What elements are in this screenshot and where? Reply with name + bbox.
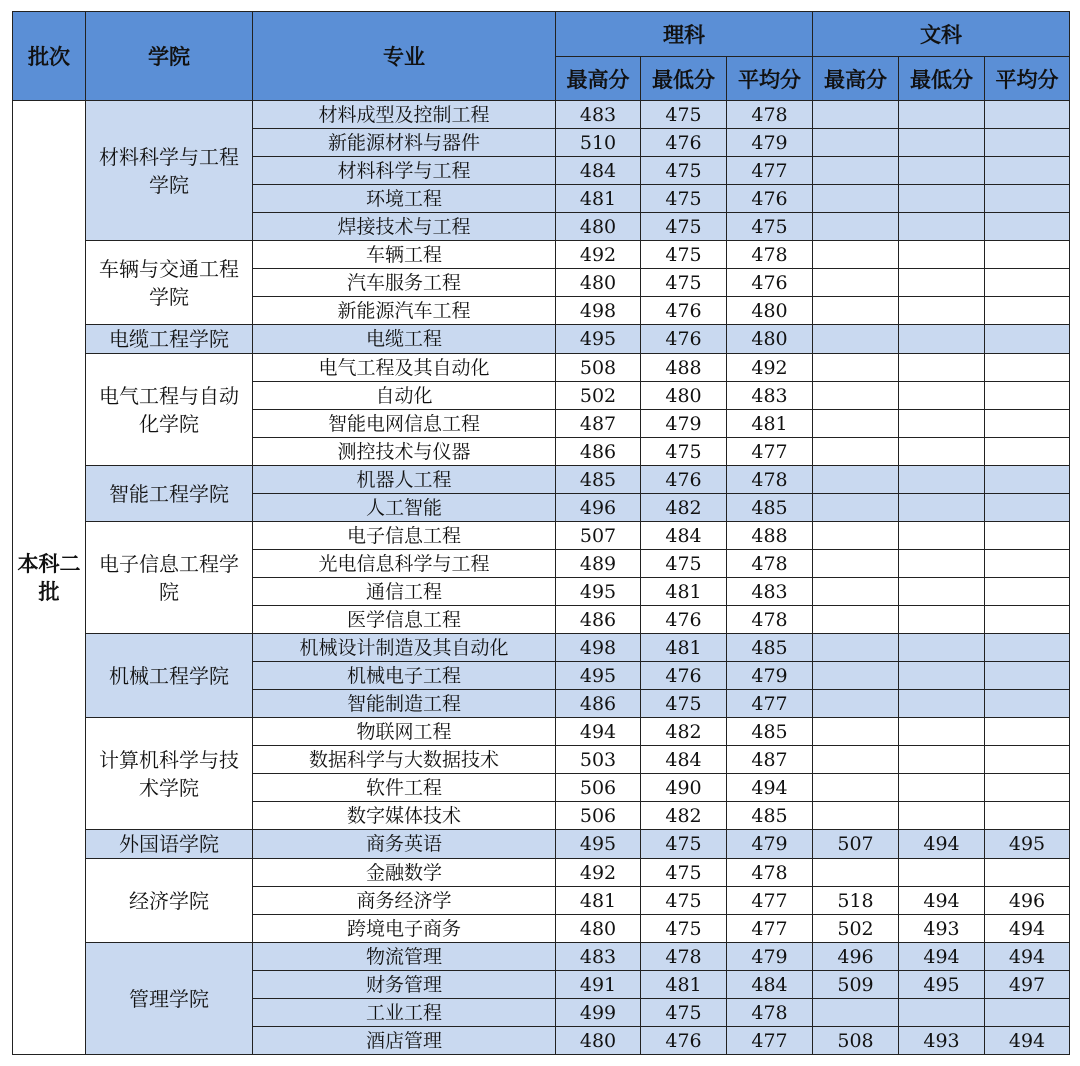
science-min-cell: 475 — [641, 185, 727, 213]
arts-min-cell: 495 — [899, 971, 985, 999]
table-row — [13, 830, 1070, 859]
arts-min-cell — [899, 690, 985, 718]
major-cell: 智能电网信息工程 — [253, 410, 556, 438]
arts-max-cell — [813, 213, 899, 241]
major-cell: 机器人工程 — [253, 466, 556, 494]
table-row — [13, 634, 1070, 662]
arts-avg-cell: 496 — [985, 887, 1070, 915]
batch-cell: 本科二批 — [13, 101, 86, 1055]
arts-min-cell — [899, 410, 985, 438]
arts-avg-cell: 494 — [985, 943, 1070, 971]
arts-min-cell — [899, 157, 985, 185]
major-cell: 焊接技术与工程 — [253, 213, 556, 241]
major-cell: 汽车服务工程 — [253, 269, 556, 297]
science-max-cell: 503 — [556, 746, 641, 774]
science-avg-cell: 475 — [727, 213, 813, 241]
science-avg-cell: 483 — [727, 578, 813, 606]
science-avg-cell: 478 — [727, 101, 813, 129]
major-cell: 商务经济学 — [253, 887, 556, 915]
arts-min-cell — [899, 241, 985, 269]
table-body — [13, 101, 1070, 1055]
major-cell: 金融数学 — [253, 859, 556, 887]
header-batch: 批次 — [13, 12, 86, 101]
arts-max-cell — [813, 297, 899, 325]
arts-min-cell: 494 — [899, 943, 985, 971]
arts-avg-cell — [985, 606, 1070, 634]
major-cell: 人工智能 — [253, 494, 556, 522]
science-max-cell: 499 — [556, 999, 641, 1027]
science-avg-cell: 479 — [727, 943, 813, 971]
science-min-cell: 475 — [641, 241, 727, 269]
arts-avg-cell: 495 — [985, 830, 1070, 859]
science-min-cell: 481 — [641, 578, 727, 606]
major-cell: 新能源材料与器件 — [253, 129, 556, 157]
science-avg-cell: 478 — [727, 999, 813, 1027]
arts-max-cell: 508 — [813, 1027, 899, 1055]
science-min-cell: 475 — [641, 999, 727, 1027]
arts-max-cell — [813, 802, 899, 830]
major-cell: 财务管理 — [253, 971, 556, 999]
science-min-cell: 490 — [641, 774, 727, 802]
arts-avg-cell — [985, 859, 1070, 887]
science-min-cell: 476 — [641, 606, 727, 634]
arts-avg-cell — [985, 718, 1070, 746]
arts-avg-cell — [985, 634, 1070, 662]
science-min-cell: 475 — [641, 157, 727, 185]
arts-max-cell — [813, 662, 899, 690]
header-science-min: 最低分 — [641, 57, 727, 101]
table-row — [13, 859, 1070, 887]
header-college: 学院 — [86, 12, 253, 101]
science-max-cell: 483 — [556, 101, 641, 129]
arts-max-cell — [813, 606, 899, 634]
science-avg-cell: 492 — [727, 354, 813, 382]
arts-max-cell — [813, 859, 899, 887]
major-cell: 自动化 — [253, 382, 556, 410]
arts-min-cell: 494 — [899, 830, 985, 859]
arts-min-cell — [899, 382, 985, 410]
science-min-cell: 488 — [641, 354, 727, 382]
arts-max-cell — [813, 269, 899, 297]
science-avg-cell: 485 — [727, 802, 813, 830]
score-table-container — [12, 11, 1070, 1055]
science-min-cell: 476 — [641, 1027, 727, 1055]
arts-max-cell — [813, 999, 899, 1027]
science-max-cell: 506 — [556, 802, 641, 830]
college-cell: 机械工程学院 — [86, 634, 253, 718]
science-min-cell: 476 — [641, 466, 727, 494]
science-min-cell: 481 — [641, 971, 727, 999]
arts-max-cell — [813, 241, 899, 269]
science-max-cell: 506 — [556, 774, 641, 802]
arts-avg-cell — [985, 213, 1070, 241]
major-cell: 机械电子工程 — [253, 662, 556, 690]
science-avg-cell: 487 — [727, 746, 813, 774]
science-max-cell: 486 — [556, 606, 641, 634]
science-max-cell: 496 — [556, 494, 641, 522]
science-min-cell: 476 — [641, 662, 727, 690]
arts-max-cell — [813, 438, 899, 466]
arts-avg-cell — [985, 185, 1070, 213]
science-avg-cell: 485 — [727, 634, 813, 662]
arts-avg-cell — [985, 690, 1070, 718]
science-max-cell: 481 — [556, 887, 641, 915]
science-avg-cell: 478 — [727, 466, 813, 494]
arts-max-cell — [813, 325, 899, 354]
science-max-cell: 491 — [556, 971, 641, 999]
arts-max-cell — [813, 185, 899, 213]
science-max-cell: 485 — [556, 466, 641, 494]
arts-avg-cell — [985, 522, 1070, 550]
arts-min-cell — [899, 550, 985, 578]
science-max-cell: 487 — [556, 410, 641, 438]
arts-min-cell: 494 — [899, 887, 985, 915]
arts-max-cell — [813, 578, 899, 606]
science-min-cell: 475 — [641, 269, 727, 297]
arts-min-cell — [899, 774, 985, 802]
arts-min-cell: 493 — [899, 915, 985, 943]
science-max-cell: 481 — [556, 185, 641, 213]
header-arts-min: 最低分 — [899, 57, 985, 101]
arts-avg-cell — [985, 746, 1070, 774]
major-cell: 商务英语 — [253, 830, 556, 859]
science-avg-cell: 494 — [727, 774, 813, 802]
arts-avg-cell — [985, 494, 1070, 522]
arts-min-cell: 493 — [899, 1027, 985, 1055]
major-cell: 通信工程 — [253, 578, 556, 606]
arts-avg-cell — [985, 269, 1070, 297]
science-min-cell: 475 — [641, 830, 727, 859]
arts-min-cell — [899, 213, 985, 241]
arts-min-cell — [899, 129, 985, 157]
arts-max-cell — [813, 494, 899, 522]
arts-max-cell — [813, 718, 899, 746]
header-arts-avg: 平均分 — [985, 57, 1070, 101]
science-max-cell: 502 — [556, 382, 641, 410]
science-avg-cell: 478 — [727, 606, 813, 634]
arts-min-cell — [899, 354, 985, 382]
science-min-cell: 484 — [641, 522, 727, 550]
science-max-cell: 486 — [556, 438, 641, 466]
arts-min-cell — [899, 269, 985, 297]
science-max-cell: 495 — [556, 325, 641, 354]
table-row — [13, 241, 1070, 269]
arts-max-cell: 502 — [813, 915, 899, 943]
arts-avg-cell — [985, 382, 1070, 410]
major-cell: 新能源汽车工程 — [253, 297, 556, 325]
arts-max-cell — [813, 354, 899, 382]
arts-max-cell — [813, 746, 899, 774]
table-row — [13, 354, 1070, 382]
science-avg-cell: 477 — [727, 690, 813, 718]
science-avg-cell: 477 — [727, 1027, 813, 1055]
arts-avg-cell — [985, 129, 1070, 157]
table-row — [13, 943, 1070, 971]
major-cell: 电气工程及其自动化 — [253, 354, 556, 382]
science-max-cell: 508 — [556, 354, 641, 382]
major-cell: 医学信息工程 — [253, 606, 556, 634]
arts-avg-cell — [985, 802, 1070, 830]
table-row — [13, 466, 1070, 494]
arts-min-cell — [899, 999, 985, 1027]
college-cell: 电缆工程学院 — [86, 325, 253, 354]
arts-avg-cell — [985, 157, 1070, 185]
arts-max-cell — [813, 634, 899, 662]
college-cell: 电子信息工程学院 — [86, 522, 253, 634]
arts-min-cell — [899, 325, 985, 354]
arts-min-cell — [899, 662, 985, 690]
header-major: 专业 — [253, 12, 556, 101]
science-avg-cell: 479 — [727, 662, 813, 690]
major-cell: 材料科学与工程 — [253, 157, 556, 185]
major-cell: 跨境电子商务 — [253, 915, 556, 943]
header-row-1 — [13, 12, 1070, 57]
major-cell: 材料成型及控制工程 — [253, 101, 556, 129]
header-science-avg: 平均分 — [727, 57, 813, 101]
college-cell: 智能工程学院 — [86, 466, 253, 522]
science-max-cell: 492 — [556, 241, 641, 269]
arts-max-cell — [813, 101, 899, 129]
arts-avg-cell — [985, 466, 1070, 494]
arts-avg-cell — [985, 662, 1070, 690]
science-min-cell: 484 — [641, 746, 727, 774]
major-cell: 数据科学与大数据技术 — [253, 746, 556, 774]
major-cell: 测控技术与仪器 — [253, 438, 556, 466]
science-max-cell: 492 — [556, 859, 641, 887]
header-science: 理科 — [556, 12, 813, 57]
arts-max-cell: 496 — [813, 943, 899, 971]
science-avg-cell: 488 — [727, 522, 813, 550]
arts-max-cell — [813, 382, 899, 410]
arts-avg-cell — [985, 354, 1070, 382]
arts-avg-cell — [985, 774, 1070, 802]
science-avg-cell: 480 — [727, 297, 813, 325]
science-max-cell: 484 — [556, 157, 641, 185]
arts-min-cell — [899, 634, 985, 662]
arts-min-cell — [899, 606, 985, 634]
arts-max-cell — [813, 129, 899, 157]
arts-max-cell — [813, 690, 899, 718]
science-min-cell: 475 — [641, 887, 727, 915]
major-cell: 环境工程 — [253, 185, 556, 213]
arts-min-cell — [899, 718, 985, 746]
science-min-cell: 476 — [641, 325, 727, 354]
arts-avg-cell — [985, 550, 1070, 578]
major-cell: 机械设计制造及其自动化 — [253, 634, 556, 662]
science-max-cell: 495 — [556, 830, 641, 859]
arts-max-cell — [813, 550, 899, 578]
science-avg-cell: 478 — [727, 550, 813, 578]
science-max-cell: 480 — [556, 269, 641, 297]
science-min-cell: 475 — [641, 550, 727, 578]
science-avg-cell: 485 — [727, 494, 813, 522]
arts-avg-cell — [985, 578, 1070, 606]
arts-max-cell — [813, 466, 899, 494]
arts-avg-cell: 497 — [985, 971, 1070, 999]
major-cell: 物联网工程 — [253, 718, 556, 746]
college-cell: 电气工程与自动化学院 — [86, 354, 253, 466]
science-max-cell: 486 — [556, 690, 641, 718]
major-cell: 电缆工程 — [253, 325, 556, 354]
science-min-cell: 478 — [641, 943, 727, 971]
arts-avg-cell — [985, 410, 1070, 438]
science-min-cell: 480 — [641, 382, 727, 410]
major-cell: 工业工程 — [253, 999, 556, 1027]
arts-min-cell — [899, 859, 985, 887]
arts-min-cell — [899, 101, 985, 129]
arts-avg-cell — [985, 297, 1070, 325]
science-avg-cell: 484 — [727, 971, 813, 999]
science-avg-cell: 485 — [727, 718, 813, 746]
arts-min-cell — [899, 802, 985, 830]
table-row — [13, 101, 1070, 129]
arts-min-cell — [899, 578, 985, 606]
science-max-cell: 480 — [556, 213, 641, 241]
arts-min-cell — [899, 297, 985, 325]
science-min-cell: 481 — [641, 634, 727, 662]
science-max-cell: 498 — [556, 297, 641, 325]
arts-max-cell — [813, 157, 899, 185]
science-avg-cell: 480 — [727, 325, 813, 354]
arts-avg-cell — [985, 438, 1070, 466]
table-row — [13, 718, 1070, 746]
major-cell: 软件工程 — [253, 774, 556, 802]
arts-avg-cell: 494 — [985, 1027, 1070, 1055]
science-max-cell: 480 — [556, 1027, 641, 1055]
major-cell: 智能制造工程 — [253, 690, 556, 718]
arts-max-cell: 507 — [813, 830, 899, 859]
arts-min-cell — [899, 746, 985, 774]
science-min-cell: 475 — [641, 859, 727, 887]
science-max-cell: 507 — [556, 522, 641, 550]
science-avg-cell: 477 — [727, 438, 813, 466]
college-cell: 经济学院 — [86, 859, 253, 943]
major-cell: 车辆工程 — [253, 241, 556, 269]
science-min-cell: 476 — [641, 297, 727, 325]
science-max-cell: 483 — [556, 943, 641, 971]
science-avg-cell: 483 — [727, 382, 813, 410]
science-max-cell: 510 — [556, 129, 641, 157]
science-min-cell: 482 — [641, 494, 727, 522]
science-max-cell: 494 — [556, 718, 641, 746]
arts-avg-cell — [985, 999, 1070, 1027]
table-row — [13, 325, 1070, 354]
college-cell: 车辆与交通工程学院 — [86, 241, 253, 325]
science-avg-cell: 477 — [727, 157, 813, 185]
science-avg-cell: 478 — [727, 241, 813, 269]
major-cell: 光电信息科学与工程 — [253, 550, 556, 578]
science-avg-cell: 477 — [727, 915, 813, 943]
header-arts-max: 最高分 — [813, 57, 899, 101]
arts-max-cell: 509 — [813, 971, 899, 999]
college-cell: 管理学院 — [86, 943, 253, 1055]
arts-avg-cell — [985, 101, 1070, 129]
science-min-cell: 475 — [641, 213, 727, 241]
arts-min-cell — [899, 466, 985, 494]
science-avg-cell: 479 — [727, 830, 813, 859]
science-avg-cell: 481 — [727, 410, 813, 438]
science-min-cell: 475 — [641, 915, 727, 943]
science-max-cell: 489 — [556, 550, 641, 578]
arts-avg-cell — [985, 325, 1070, 354]
science-avg-cell: 479 — [727, 129, 813, 157]
science-min-cell: 482 — [641, 718, 727, 746]
arts-max-cell — [813, 522, 899, 550]
arts-max-cell — [813, 774, 899, 802]
science-avg-cell: 477 — [727, 887, 813, 915]
major-cell: 数字媒体技术 — [253, 802, 556, 830]
arts-min-cell — [899, 185, 985, 213]
header-arts: 文科 — [813, 12, 1070, 57]
science-avg-cell: 476 — [727, 185, 813, 213]
arts-max-cell: 518 — [813, 887, 899, 915]
science-avg-cell: 476 — [727, 269, 813, 297]
science-min-cell: 479 — [641, 410, 727, 438]
major-cell: 电子信息工程 — [253, 522, 556, 550]
college-cell: 外国语学院 — [86, 830, 253, 859]
arts-min-cell — [899, 438, 985, 466]
arts-min-cell — [899, 522, 985, 550]
science-avg-cell: 478 — [727, 859, 813, 887]
science-min-cell: 475 — [641, 101, 727, 129]
arts-min-cell — [899, 494, 985, 522]
arts-max-cell — [813, 410, 899, 438]
science-max-cell: 495 — [556, 578, 641, 606]
science-min-cell: 482 — [641, 802, 727, 830]
table-row — [13, 522, 1070, 550]
science-max-cell: 498 — [556, 634, 641, 662]
admission-score-table — [12, 11, 1070, 1055]
science-min-cell: 475 — [641, 438, 727, 466]
college-cell: 计算机科学与技术学院 — [86, 718, 253, 830]
science-min-cell: 476 — [641, 129, 727, 157]
arts-avg-cell — [985, 241, 1070, 269]
science-max-cell: 480 — [556, 915, 641, 943]
header-science-max: 最高分 — [556, 57, 641, 101]
major-cell: 酒店管理 — [253, 1027, 556, 1055]
arts-avg-cell: 494 — [985, 915, 1070, 943]
science-max-cell: 495 — [556, 662, 641, 690]
college-cell: 材料科学与工程学院 — [86, 101, 253, 241]
science-min-cell: 475 — [641, 690, 727, 718]
major-cell: 物流管理 — [253, 943, 556, 971]
